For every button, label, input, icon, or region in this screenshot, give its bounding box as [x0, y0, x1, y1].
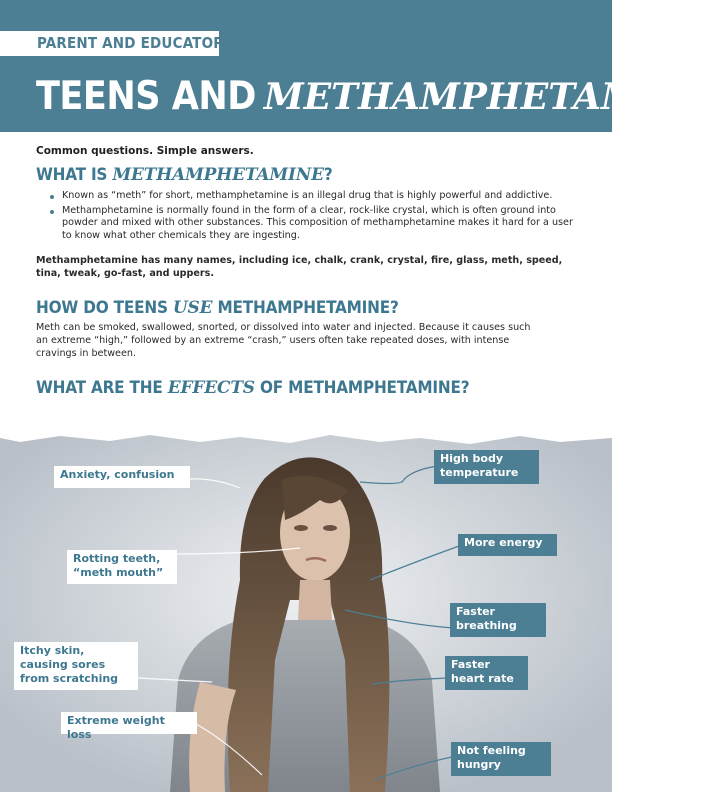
page-title-script: METHAMPHETAMINE [263, 76, 718, 118]
lead-text: Common questions. Simple answers. [36, 145, 254, 157]
effect-label-weight: Extreme weight loss [61, 712, 197, 734]
effect-label-teeth [67, 550, 177, 584]
effect-label-breathing-line2: breathing [456, 619, 517, 632]
page-title [36, 72, 718, 122]
effect-label-temperature-line2: temperature [440, 466, 519, 479]
heading-how-use-plain: HOW DO TEENS [36, 298, 168, 318]
guide-tag: PARENT AND EDUCATOR GUIDE [0, 31, 219, 56]
effect-label-skin-line3: from scratching [20, 672, 119, 685]
list-item: Known as “meth” for short, methamphetamine is an illegal drug that is highly powerful and addictive. [50, 190, 580, 203]
effect-label-heart-rate-line2: heart rate [451, 672, 514, 685]
heading-how-use-script: USE [172, 298, 213, 318]
effects-photo [0, 430, 612, 792]
effect-label-hunger [451, 742, 551, 776]
heading-what-is [36, 165, 333, 185]
effect-label-temperature-line1: High body [440, 452, 503, 465]
heading-effects-plain: WHAT ARE THE [36, 378, 163, 398]
effect-label-anxiety: Anxiety, confusion [54, 466, 190, 488]
effect-label-breathing-line1: Faster [456, 605, 495, 618]
heading-what-is-plain: WHAT IS [36, 165, 108, 185]
effect-label-heart-rate-line1: Faster [451, 658, 490, 671]
heading-what-is-end: ? [323, 165, 333, 185]
heading-effects-script: EFFECTS [167, 378, 255, 398]
page-title-plain: TEENS AND [36, 74, 256, 119]
effect-label-skin-line2: causing sores [20, 658, 106, 671]
heading-how-use-end: METHAMPHETAMINE? [217, 298, 399, 318]
effect-label-energy: More energy [458, 534, 557, 556]
effect-label-skin-line1: Itchy skin, [20, 644, 85, 657]
effect-label-skin [14, 642, 138, 690]
how-use-paragraph: Meth can be smoked, swallowed, snorted, or dissolved into water and injected. Because it causes such an extreme “high,” followed by an extreme “crash,” users often take repeated doses, with intense cravings in between. [36, 322, 531, 359]
effect-label-hunger-line1: Not feeling [457, 744, 526, 757]
list-item: Methamphetamine is normally found in the form of a clear, rock-like crystal, which is often ground into powder and mixed with other substances. This composition of methamphetamine makes it hard for a user to know what other chemicals they are ingesting. [50, 205, 580, 243]
effect-label-teeth-line1: Rotting teeth, [73, 552, 161, 565]
effect-label-temperature [434, 450, 539, 484]
heading-what-is-script: METHAMPHETAMINE [112, 165, 324, 185]
effect-label-breathing [450, 603, 546, 637]
definition-list [50, 190, 580, 244]
effect-label-teeth-line2: “meth mouth” [73, 566, 164, 579]
names-paragraph: Methamphetamine has many names, including ice, chalk, crank, crystal, fire, glass, meth, speed, tina, tweak, go-fast, and uppers. [36, 255, 563, 279]
heading-effects-end: OF METHAMPHETAMINE? [260, 378, 470, 398]
heading-how-use [36, 298, 399, 318]
effect-label-hunger-line2: hungry [457, 758, 501, 771]
heading-effects [36, 378, 469, 398]
effect-label-heart-rate [445, 656, 528, 690]
